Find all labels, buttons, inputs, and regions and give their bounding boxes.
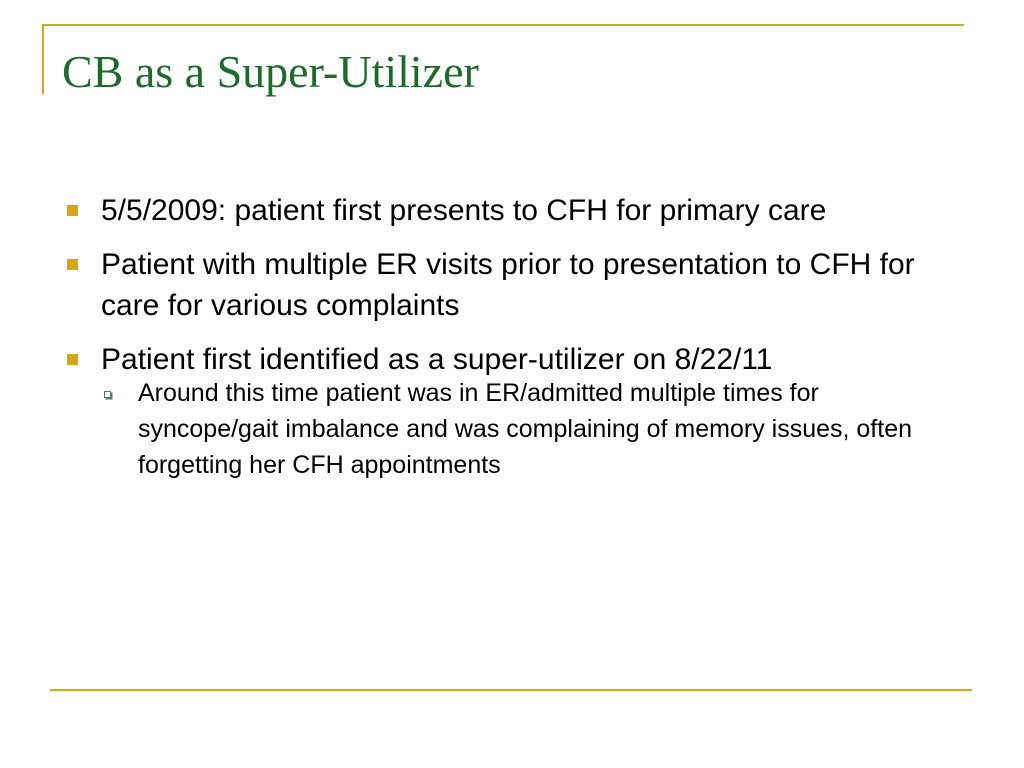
bullet-text: Patient with multiple ER visits prior to presentation to CFH for care for various complaints	[101, 248, 915, 322]
square-bullet-icon	[67, 205, 78, 216]
bullet-item	[66, 244, 946, 326]
square-bullet-icon	[67, 259, 78, 270]
bullet-item	[66, 190, 946, 231]
hollow-square-bullet-icon	[104, 391, 111, 398]
sub-bullet-text: Around this time patient was in ER/admitted multiple times for syncope/gait imbalance and was complaining of memory issues, often forgetting her CFH appointments	[138, 379, 913, 479]
square-bullet-icon	[67, 354, 78, 365]
sub-bullet-item	[101, 375, 946, 483]
bullet-list	[66, 190, 946, 496]
bullet-text: Patient first identified as a super-utilizer on 8/22/11	[101, 343, 773, 376]
bullet-item	[66, 339, 946, 483]
top-accent-line	[42, 24, 964, 26]
bullet-text: 5/5/2009: patient first presents to CFH for primary care	[101, 194, 827, 227]
left-accent-line	[42, 24, 44, 94]
bottom-accent-line	[50, 689, 972, 691]
slide-title: CB as a Super-Utilizer	[62, 46, 479, 97]
sub-bullet-list	[101, 375, 946, 483]
